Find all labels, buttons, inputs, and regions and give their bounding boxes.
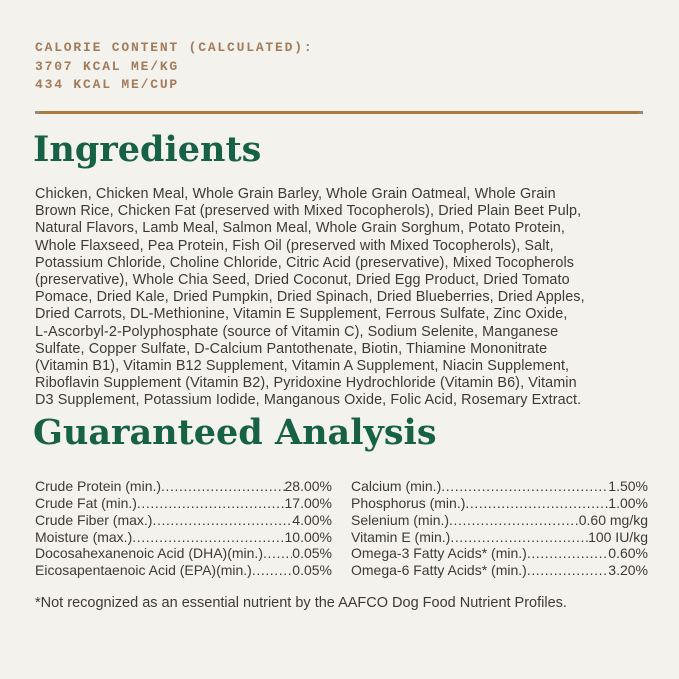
dot-leader bbox=[161, 478, 284, 495]
analysis-row bbox=[35, 512, 332, 529]
analysis-label: Moisture (max.) bbox=[35, 528, 133, 545]
ingredients-line: (preservative), Whole Chia Seed, Dried Coconut, Dried Egg Product, Dried Tomato bbox=[35, 272, 570, 289]
analysis-value: 100 IU/kg bbox=[588, 528, 648, 545]
analysis-label: Omega-6 Fatty Acids* (min.) bbox=[351, 562, 527, 579]
analysis-value: 17.00% bbox=[284, 494, 332, 511]
analysis-value: 0.60% bbox=[608, 545, 648, 562]
ingredients-line: Potassium Chloride, Choline Chloride, Citric Acid (preservative), Mixed Tocopherols bbox=[35, 254, 575, 271]
analysis-row bbox=[351, 529, 648, 546]
ingredients-line: Sulfate, Copper Sulfate, D-Calcium Pantothenate, Biotin, Thiamine Mononitrate bbox=[35, 340, 548, 357]
analysis-label: Selenium (min.) bbox=[351, 511, 450, 528]
ingredients-line: Whole Flaxseed, Pea Protein, Fish Oil (preserved with Mixed Tocopherols), Salt, bbox=[35, 237, 554, 254]
analysis-value: 1.50% bbox=[608, 478, 648, 494]
analysis-right-column bbox=[351, 478, 648, 579]
analysis-label: Eicosapentaenoic Acid (EPA)(min.) bbox=[35, 562, 252, 579]
analysis-row bbox=[35, 478, 332, 495]
dot-leader bbox=[449, 512, 579, 529]
analysis-label: Docosahexanenoic Acid (DHA)(min.) bbox=[35, 545, 263, 562]
ingredients-heading: Ingredients bbox=[33, 129, 262, 170]
analysis-value: 1.00% bbox=[608, 494, 648, 511]
analysis-value: 0.60 mg/kg bbox=[578, 511, 648, 528]
analysis-row bbox=[35, 545, 332, 562]
ingredients-line: Natural Flavors, Lamb Meal, Salmon Meal, Whole Grain Sorghum, Potato Protein, bbox=[35, 220, 565, 237]
analysis-row bbox=[351, 512, 648, 529]
analysis-label: Omega-3 Fatty Acids* (min.) bbox=[351, 545, 527, 562]
analysis-value: 3.20% bbox=[608, 562, 648, 579]
analysis-label: Calcium (min.) bbox=[351, 478, 442, 494]
ingredients-line: (Vitamin B1), Vitamin B12 Supplement, Vitamin A Supplement, Niacin Supplement, bbox=[35, 358, 570, 375]
analysis-row bbox=[351, 545, 648, 562]
analysis-value: 0.05% bbox=[292, 562, 332, 579]
ingredients-line: Brown Rice, Chicken Fat (preserved with Mixed Tocopherols), Dried Plain Beet Pulp, bbox=[35, 203, 582, 220]
dot-leader bbox=[441, 478, 608, 495]
dot-leader bbox=[527, 545, 608, 562]
analysis-row bbox=[351, 478, 648, 495]
calorie-kcal-per-cup: 434 KCAL ME/CUP bbox=[35, 77, 180, 93]
analysis-value: 28.00% bbox=[284, 478, 332, 494]
analysis-label: Vitamin E (min.) bbox=[351, 528, 451, 545]
analysis-label: Crude Protein (min.) bbox=[35, 478, 162, 494]
ingredients-line: Dried Carrots, DL-Methionine, Vitamin E Supplement, Ferrous Sulfate, Zinc Oxide, bbox=[35, 306, 568, 323]
ingredients-line: L-Ascorbyl-2-Polyphosphate (source of Vitamin C), Sodium Selenite, Manganese bbox=[35, 323, 559, 340]
analysis-value: 10.00% bbox=[284, 528, 332, 545]
analysis-row bbox=[351, 495, 648, 512]
ingredients-line: Riboflavin Supplement (Vitamin B2), Pyridoxine Hydrochloride (Vitamin B6), Vitamin bbox=[35, 375, 577, 392]
analysis-label: Crude Fat (min.) bbox=[35, 494, 137, 511]
analysis-row bbox=[351, 562, 648, 579]
dot-leader bbox=[465, 495, 608, 512]
analysis-left-column bbox=[35, 478, 332, 579]
analysis-value: 4.00% bbox=[292, 511, 332, 528]
ingredients-paragraph bbox=[35, 186, 651, 410]
analysis-label: Phosphorus (min.) bbox=[351, 494, 466, 511]
dot-leader bbox=[450, 529, 588, 546]
ingredients-line: Chicken, Chicken Meal, Whole Grain Barley, Whole Grain Oatmeal, Whole Grain bbox=[35, 186, 556, 202]
ingredients-line: D3 Supplement, Potassium Iodide, Manganous Oxide, Folic Acid, Rosemary Extract. bbox=[35, 392, 582, 409]
dot-leader bbox=[252, 562, 292, 579]
analysis-label: Crude Fiber (max.) bbox=[35, 511, 153, 528]
section-divider-rule bbox=[35, 111, 643, 114]
calorie-content-block bbox=[35, 39, 313, 95]
analysis-row bbox=[35, 495, 332, 512]
dot-leader bbox=[152, 512, 292, 529]
guaranteed-analysis-table bbox=[35, 478, 648, 579]
calorie-kcal-per-kg: 3707 KCAL ME/KG bbox=[35, 58, 180, 74]
guaranteed-analysis-heading: Guaranteed Analysis bbox=[33, 412, 437, 453]
ingredients-line: Pomace, Dried Kale, Dried Pumpkin, Dried Spinach, Dried Blueberries, Dried Apples, bbox=[35, 289, 585, 306]
analysis-value: 0.05% bbox=[292, 545, 332, 562]
dot-leader bbox=[137, 495, 285, 512]
calorie-content-title: CALORIE CONTENT (CALCULATED): bbox=[35, 40, 314, 55]
analysis-row bbox=[35, 529, 332, 546]
aafco-footnote: *Not recognized as an essential nutrient by the AAFCO Dog Food Nutrient Profiles. bbox=[35, 595, 567, 611]
dot-leader bbox=[527, 562, 608, 579]
analysis-row bbox=[35, 562, 332, 579]
dot-leader bbox=[263, 545, 292, 562]
dot-leader bbox=[132, 529, 284, 546]
